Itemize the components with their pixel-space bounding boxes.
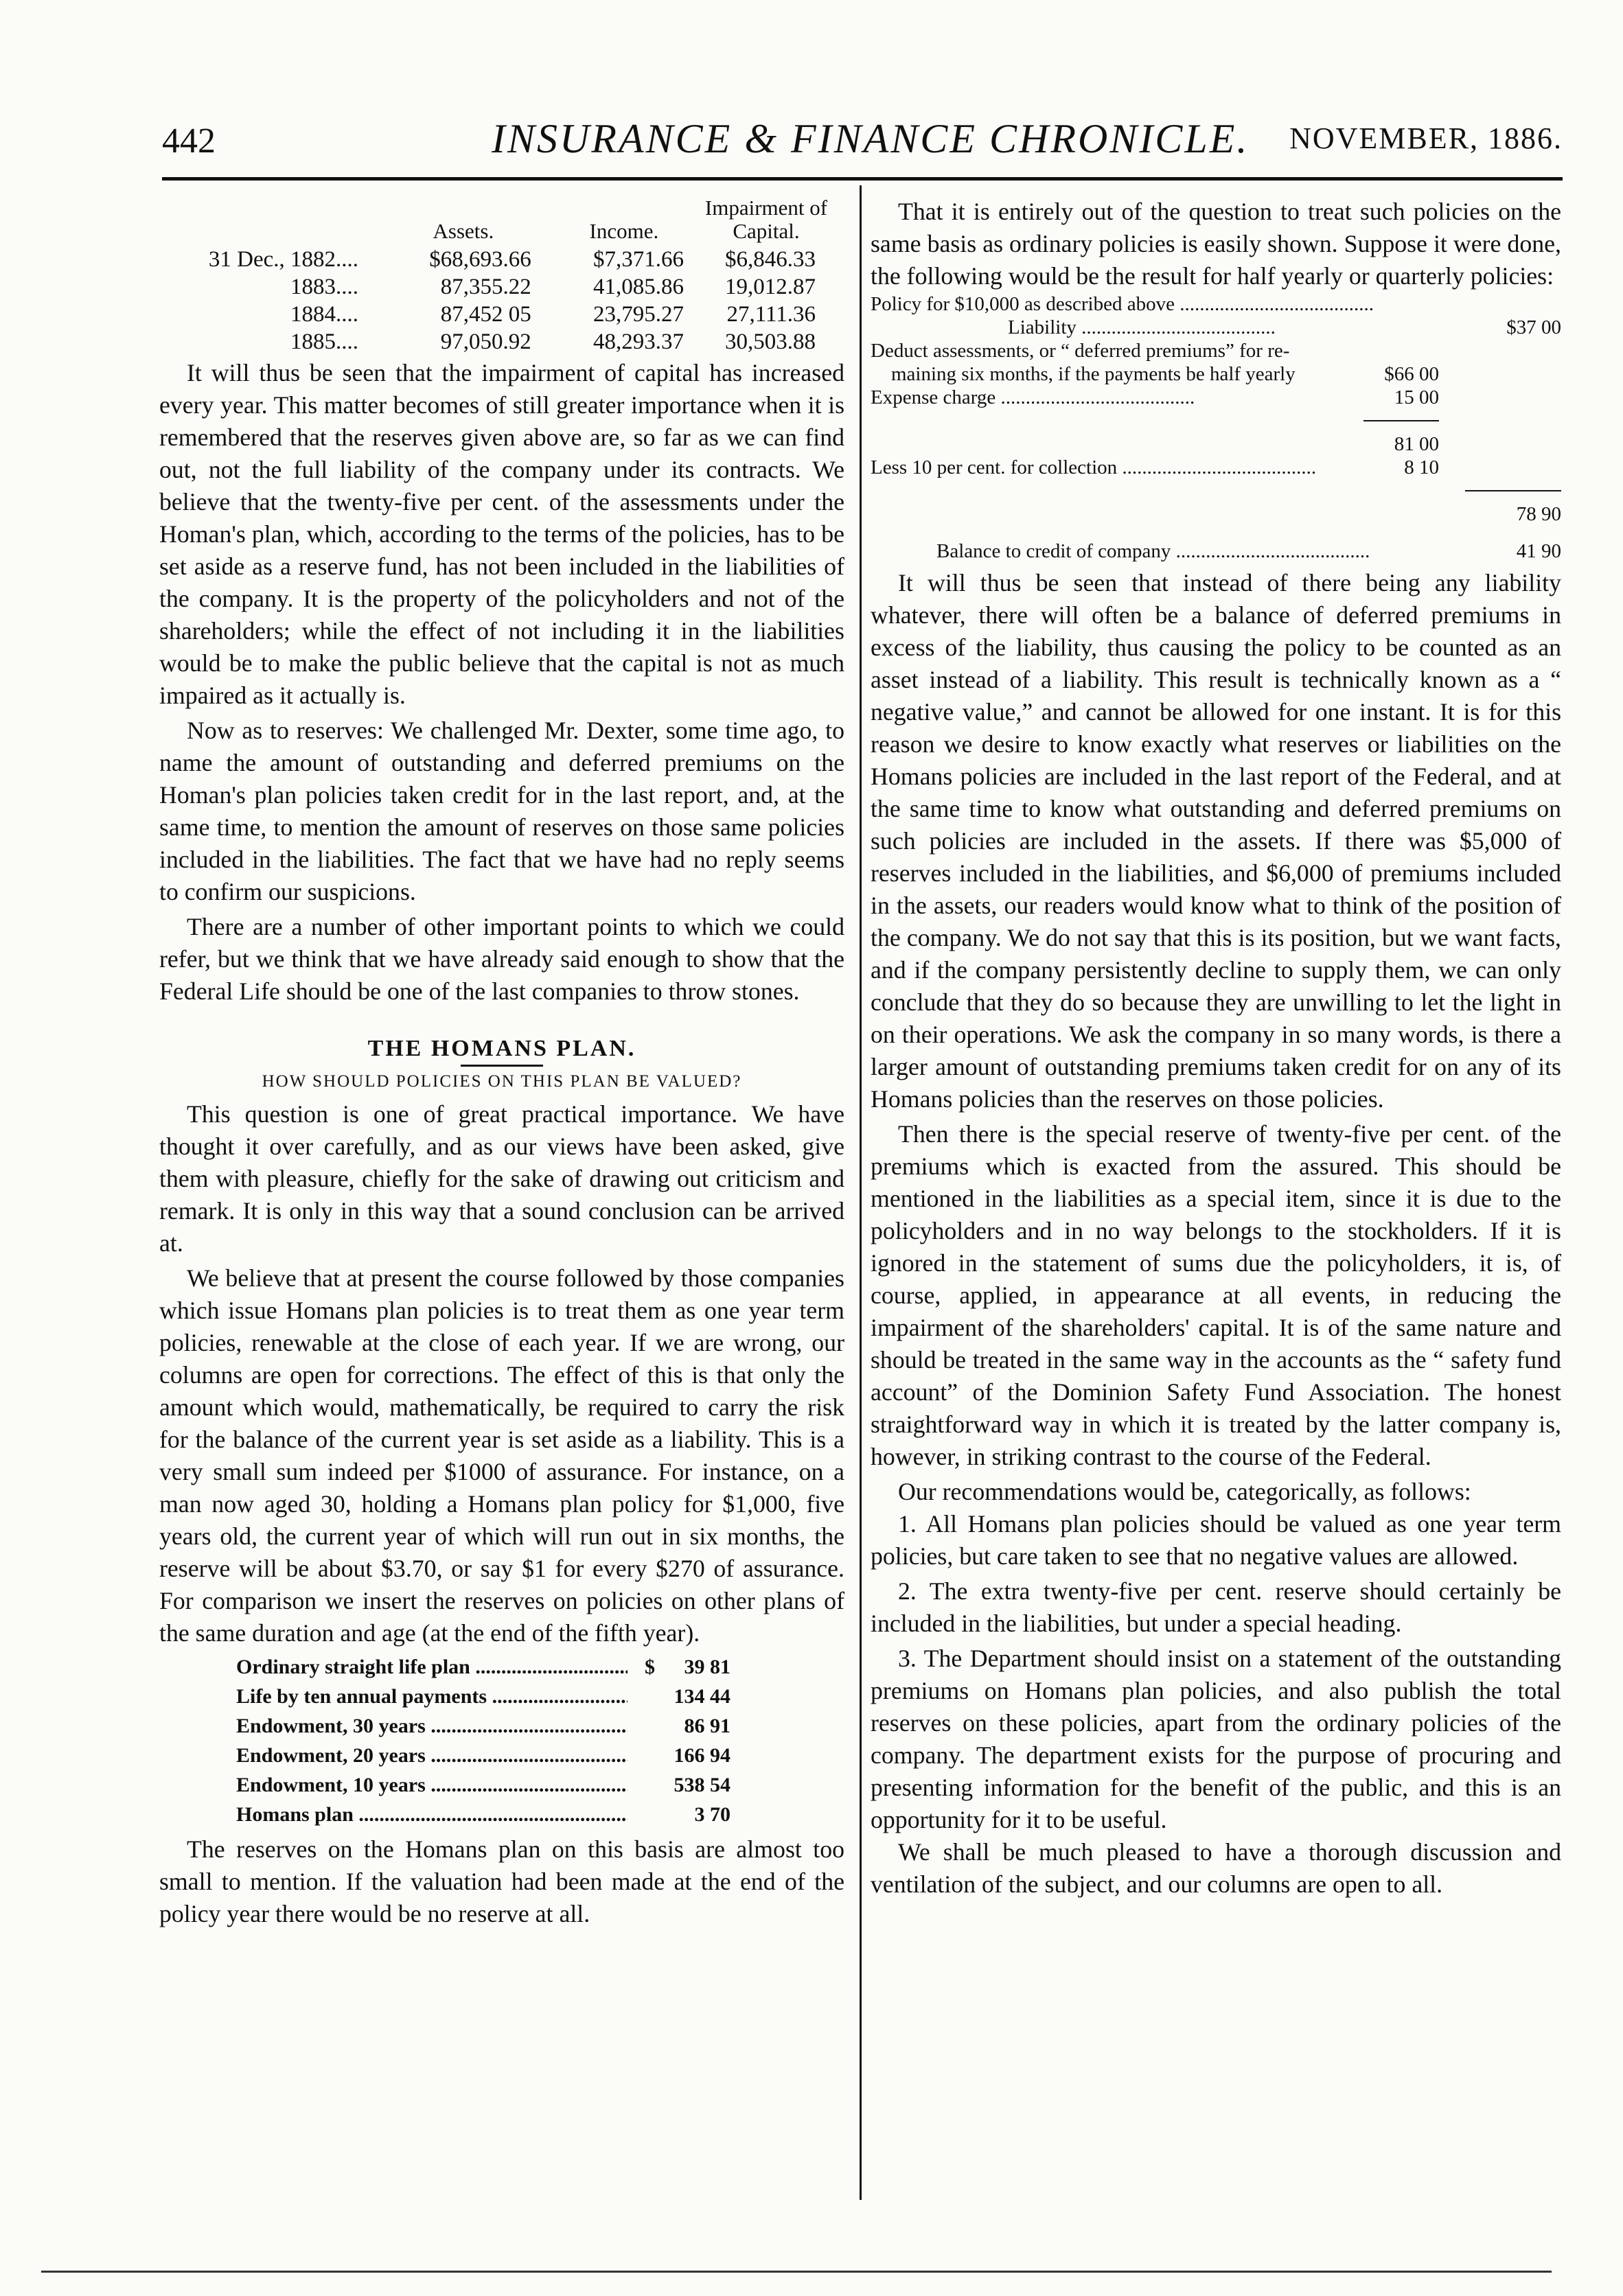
liability-calculation [871,292,1561,563]
list-item: Life by ten annual payments ..... 134 44 [236,1682,730,1711]
page-header [162,115,1563,170]
col-header-impairment: Impairment of Capital. [704,196,828,243]
paragraph: Then there is the special reserve of twenty-five per cent. of the premiums which is exacted from the assured. This should be mentioned in the liabilities as a special item, since it is due to the policyholders and in no way belongs to the stockholders. If it is ignored in the statement of sums due the policyholders, it is, of course, applied, in appearance at all events, in reducing the impairment of the shareholders' capital. It is of the same nature and should be treated in the same way in the accounts as the “ safety fund account” of the Dominion Safety Fund Association. The honest straightforward way in which it is treated by the latter company is, however, in striking contrast to the course of the Federal. [871,1120,1561,1470]
list-item: 1. All Homans plan policies should be valued as one year term policies, but care taken to see that no negative values are allowed. [871,1510,1561,1570]
calc-expense-label: Expense charge ..... [871,386,1195,409]
title-underline [461,1065,543,1069]
list-item: Homans plan ..... 3 70 [236,1800,730,1829]
paragraph: Our recommendations would be, categorically, as follows: [898,1478,1471,1505]
reserves-comparison-list [236,1652,730,1829]
paragraph: Now as to reserves: We challenged Mr. Dexter, some time ago, to name the amount of outstanding and deferred premiums on the Homan's plan policies taken credit for in the last report, and, at the same time, to mention the amount of reserves on those same policies included in the liabilities. The fact that we have had no reply seems to confirm our suspicions. [159,717,844,905]
right-column [871,196,1561,1901]
calc-deduct-label-cont: maining six months, if the payments be half yearly [891,363,1296,385]
table-row: 1885.... 97,050.92 48,293.37 30,503.88 [290,329,816,354]
header-rule [162,177,1563,181]
paragraph: There are a number of other important points to which we could refer, but we think that we have already said enough to show that the Federal Life should be one of the last companies to throw stones. [159,913,844,1005]
section-title: THE HOMANS PLAN. [367,1036,636,1061]
calc-subtotal-value: 81 00 [1394,433,1439,455]
paragraph: That it is entirely out of the question to treat such policies on the same basis as ordinary policies is easily shown. Suppose it were done, the following would be the result for half yearly or quarterly policies: [871,198,1561,290]
section-subtitle: HOW SHOULD POLICIES ON THIS PLAN BE VALUED? [262,1072,742,1091]
calc-expense-value: 15 00 [1394,386,1439,408]
paragraph: This question is one of great practical importance. We have thought it over carefully, and as our views have been asked, give them with pleasure, chiefly for the sake of drawing out criticism and remark. It is only in this way that a sound conclusion can be arrived at. [159,1100,844,1257]
calc-liability-label: Liability ..... [1008,316,1276,339]
table-row: 31 Dec., 1882.... $68,693.66 $7,371.66 $6,846.33 [208,247,816,272]
paragraph: We believe that at present the course followed by those companies which issue Homans plan policies is to treat them as one year term policies, renewable at the close of each year. If we are wrong, our columns are open for corrections. The effect of this is that only the amount which would, mathematically, be required to carry the risk for the balance of the current year is set aside as a liability. This is a very small sum indeed per $1000 of assurance. For instance, on a man now aged 30, holding a Homans plan policy for $1,000, five years old, the current year of which will run out in six months, the reserve will be about $3.70, or say $1 for every $270 of assurance. For comparison we insert the reserves on policies on other plans of the same duration and age (at the end of the fifth year). [159,1264,844,1647]
sum-rule [1465,490,1561,491]
issue-date: NOVEMBER, 1886. [1289,121,1563,155]
paragraph: It will thus be seen that instead of there being any liability whatever, there will often be a balance of deferred premiums in excess of the liability, thus causing the policy to be counted as an asset instead of a liability. This result is technically known as a “ negative value,” and cannot be allowed for one instant. It is for this reason we desire to know exactly what reserves or liabilities on the Homans policies are included in the last report of the Federal, and at the same time to know what outstanding and deferred premiums on such policies are included in the assets. If there was $5,000 of reserves included in the liabilities, and $6,000 of premiums included in the assets, our readers would know what to think of the position of the company. We do not say that this is its position, but we want facts, and if the company persistently decline to supply them, we can only conclude that they do so because they are unwilling to let the light in on their operations. We ask the company in so many words, is there a larger amount of outstanding premiums taken credit for on any of its Homans policies than the reserves on those policies. [871,569,1561,1113]
table-row: 1884.... 87,452 05 23,795.27 27,111.36 [290,302,816,327]
page-number: 442 [162,121,216,161]
list-item: 2. The extra twenty-five per cent. reserve should certainly be included in the liabilities, but under a special heading. [871,1577,1561,1637]
publication-title: INSURANCE & FINANCE CHRONICLE. [492,116,1250,161]
column-divider [860,185,862,2200]
recommendations-list [871,1508,1561,1836]
calc-policy-line: Policy for $10,000 as described above ..... [871,292,1374,316]
left-column [159,196,844,1930]
paragraph: The reserves on the Homans plan on this basis are almost too small to mention. If the valuation had been made at the end of the policy year there would be no reserve at all. [159,1835,844,1927]
list-item: 3. The Department should insist on a statement of the outstanding premiums on Homans plan policies, and also publish the total reserves on these policies, apart from the ordinary policies of the company. The department exists for the purpose of procuring and presenting information for the benefit of the public, and this is an opportunity for it to be useful. [871,1645,1561,1833]
calc-deduct-label: Deduct assessments, or “ deferred premiums” for re- [871,340,1290,362]
footer-rule [41,2271,1552,2273]
paragraph: It will thus be seen that the impairment of capital has increased every year. This matter becomes of still greater importance when it is remembered that the reserves given above are, so far as we can find out, not the full liability of the company under its contracts. We believe that the twenty-five per cent. of the assessments under the Homan's plan, which, according to the terms of the policies, has to be set aside as a reserve fund, has not been included in the liabilities of the company. It is the property of the policyholders and not of the shareholders; while the effect of not including it in the liabilities would be to make the public believe that the capital is not as much impaired as it actually is. [159,359,844,709]
calc-deduct-value: $66 00 [1384,363,1439,385]
table-row: 1883.... 87,355.22 41,085.86 19,012.87 [290,275,816,299]
calc-balance-label: Balance to credit of company ..... [936,540,1370,563]
sum-rule [1363,420,1439,421]
col-header-assets: Assets. [433,219,494,243]
impairment-table [159,196,832,356]
calc-less-label: Less 10 per cent. for collection ..... [871,456,1316,479]
calc-liability-value: $37 00 [1506,316,1561,338]
list-item: Endowment, 30 years ..... 86 91 [236,1711,730,1741]
calc-less-value: 8 10 [1404,456,1439,478]
calc-balance-value: 41 90 [1516,540,1561,562]
list-item: Endowment, 20 years ..... 166 94 [236,1741,730,1770]
calc-net-value: 78 90 [1516,503,1561,525]
list-item: Ordinary straight life plan ..... $ 39 81 [236,1652,730,1682]
paragraph: We shall be much pleased to have a thorough discussion and ventilation of the subject, and our columns are open to all. [871,1838,1561,1898]
list-item: Endowment, 10 years ..... 538 54 [236,1770,730,1800]
col-header-income: Income. [589,219,659,243]
